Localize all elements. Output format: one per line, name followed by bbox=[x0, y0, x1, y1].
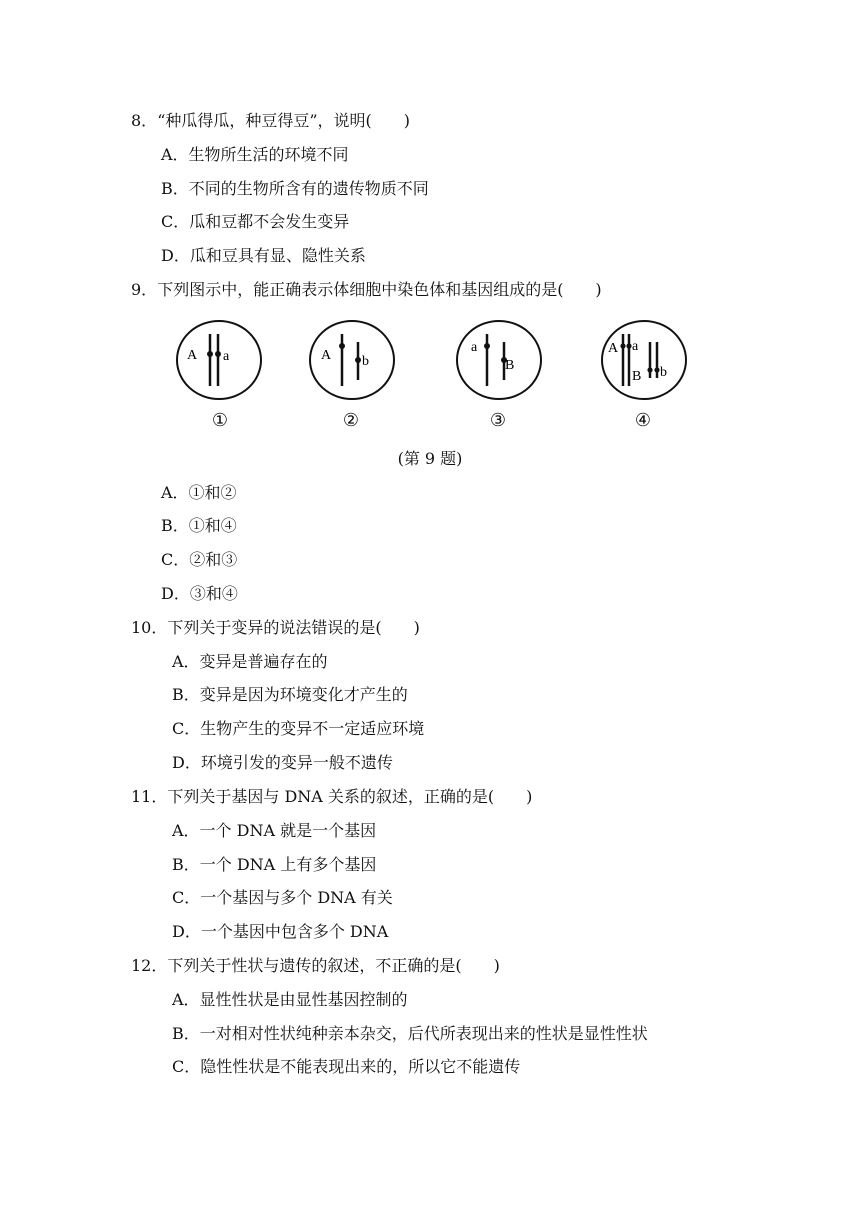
question-12-stem bbox=[131, 955, 500, 977]
option-d: D．环境引发的变异一般不遗传 bbox=[172, 753, 393, 772]
cell-number: ③ bbox=[489, 410, 507, 431]
gene-label: A bbox=[321, 348, 332, 363]
option-b: B．不同的生物所含有的遗传物质不同 bbox=[161, 179, 429, 198]
cell-diagram-2 bbox=[306, 318, 396, 430]
question-8-stem bbox=[131, 110, 410, 132]
option-d: D．③和④ bbox=[161, 584, 238, 603]
option-a: A．①和② bbox=[161, 483, 237, 502]
gene-label: a bbox=[471, 340, 478, 355]
gene-label: b bbox=[362, 354, 369, 369]
gene-label: a bbox=[632, 339, 639, 354]
question-10-stem bbox=[131, 617, 420, 639]
cell-number: ① bbox=[211, 410, 229, 431]
question-9-stem bbox=[131, 279, 602, 301]
option-c: C．生物产生的变异不一定适应环境 bbox=[172, 719, 425, 738]
gene-label: B bbox=[632, 369, 642, 384]
question-text: 下列关于性状与遗传的叙述，不正确的是( ) bbox=[167, 956, 500, 975]
gene-label: B bbox=[505, 358, 515, 373]
gene-label: b bbox=[660, 365, 667, 380]
question-number: 12． bbox=[131, 956, 168, 975]
gene-label: A bbox=[187, 348, 198, 363]
option-d: D．瓜和豆具有显、隐性关系 bbox=[161, 246, 366, 265]
option-a: A．一个 DNA 就是一个基因 bbox=[172, 821, 377, 840]
chromosome-figure bbox=[170, 318, 700, 438]
question-number: 11． bbox=[131, 787, 168, 806]
figure-caption: (第 9 题) bbox=[397, 449, 463, 468]
option-b: B．一个 DNA 上有多个基因 bbox=[172, 855, 377, 874]
cell-number: ② bbox=[342, 410, 360, 431]
question-number: 9． bbox=[131, 280, 158, 299]
question-text: 下列关于变异的说法错误的是( ) bbox=[167, 618, 420, 637]
gene-label: a bbox=[223, 349, 230, 364]
option-b: B．变异是因为环境变化才产生的 bbox=[172, 685, 408, 704]
cell-diagram-4 bbox=[598, 318, 688, 430]
option-b: B．①和④ bbox=[161, 516, 237, 535]
question-text: 下列关于基因与 DNA 关系的叙述，正确的是( ) bbox=[167, 787, 533, 806]
option-c: C．②和③ bbox=[161, 550, 238, 569]
cell-number: ④ bbox=[634, 410, 652, 431]
question-11-stem bbox=[131, 786, 532, 808]
question-number: 10． bbox=[131, 618, 168, 637]
option-c: C．隐性性状是不能表现出来的，所以它不能遗传 bbox=[172, 1057, 521, 1076]
option-d: D．一个基因中包含多个 DNA bbox=[172, 922, 389, 941]
question-number: 8． bbox=[131, 111, 158, 130]
cell-diagram-3 bbox=[453, 318, 543, 430]
question-text: 下列图示中，能正确表示体细胞中染色体和基因组成的是( ) bbox=[157, 280, 602, 299]
gene-label: A bbox=[608, 341, 619, 356]
cell-diagram-1 bbox=[175, 318, 265, 430]
option-c: C．瓜和豆都不会发生变异 bbox=[161, 212, 350, 231]
option-a: A．变异是普遍存在的 bbox=[172, 652, 328, 671]
option-a: A．显性性状是由显性基因控制的 bbox=[172, 990, 408, 1009]
option-b: B．一对相对性状纯种亲本杂交，后代所表现出来的性状是显性性状 bbox=[172, 1024, 648, 1043]
option-c: C．一个基因与多个 DNA 有关 bbox=[172, 888, 393, 907]
question-text: “种瓜得瓜，种豆得豆”，说明( ) bbox=[157, 111, 411, 130]
option-a: A．生物所生活的环境不同 bbox=[161, 145, 349, 164]
